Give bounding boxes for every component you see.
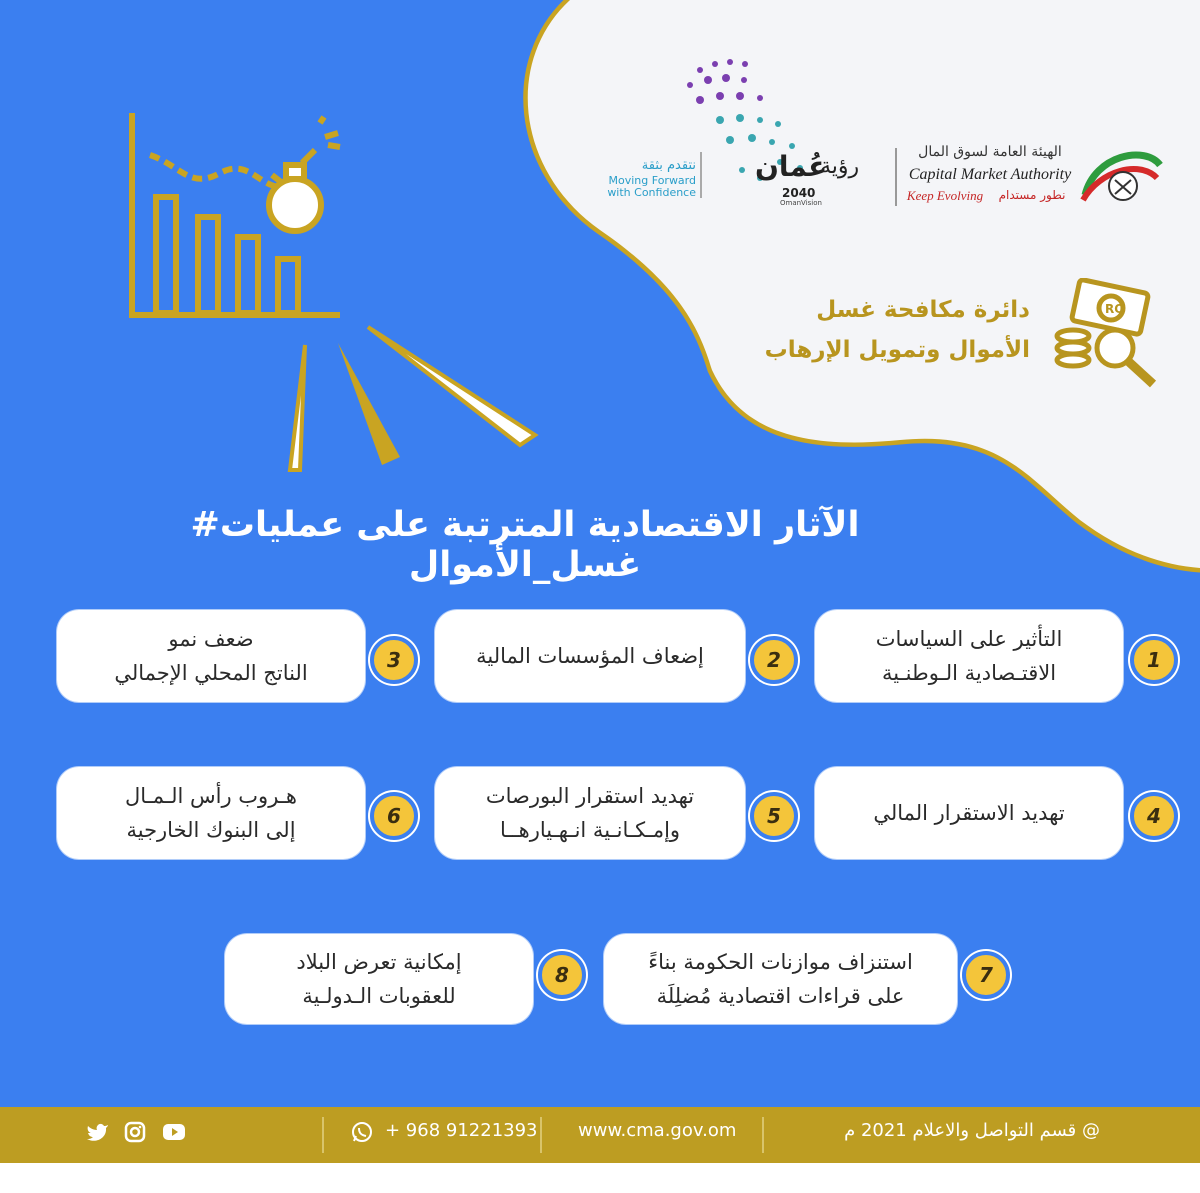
moving-divider <box>700 152 702 198</box>
item-badge-1: 1 <box>1130 636 1178 684</box>
item-7-line2: على قراءات اقتصادية مُضلِلَة <box>656 984 905 1008</box>
declining-chart-bomb-icon <box>110 95 580 485</box>
instagram-icon[interactable] <box>124 1121 146 1143</box>
item-badge-4: 4 <box>1130 792 1178 840</box>
vision-sub: OmanVision <box>780 199 822 207</box>
cma-slogan-ar: نطور مستدام <box>998 188 1066 202</box>
item-1-line1: التأثير على السياسات <box>875 627 1063 651</box>
department-title <box>700 290 1030 370</box>
vision-year: 2040 <box>782 186 816 200</box>
footer-separator <box>322 1117 324 1153</box>
footer-separator <box>540 1117 542 1153</box>
item-card-1 <box>815 610 1123 702</box>
item-card-5 <box>435 767 745 859</box>
logo-divider <box>895 148 897 206</box>
footer-website-link[interactable]: www.cma.gov.om <box>578 1120 737 1141</box>
youtube-icon[interactable] <box>162 1122 186 1142</box>
moving-arabic: نتقدم بثقة <box>641 158 696 173</box>
department-title-line2: الأموال وتمويل الإرهاب <box>764 337 1030 363</box>
whatsapp-icon[interactable] <box>350 1120 374 1144</box>
item-7-line1: استنزاف موازنات الحكومة بناءً <box>648 950 913 974</box>
item-1-line2: الاقتـصادية الـوطنـية <box>881 661 1057 685</box>
moving-english-2: with Confidence <box>607 186 696 199</box>
cma-logo <box>905 140 1175 215</box>
item-6-line1: هـروب رأس الـمـال <box>124 784 298 808</box>
money-search-icon <box>1045 278 1165 393</box>
item-card-3 <box>57 610 365 702</box>
vision-label: رؤية <box>820 154 860 179</box>
item-5-line1: تهديد استقرار البورصات <box>485 784 695 808</box>
footer-phone[interactable]: + 968 91221393 <box>385 1120 538 1141</box>
twitter-icon[interactable] <box>86 1121 110 1143</box>
item-card-4 <box>815 767 1123 859</box>
item-badge-6: 6 <box>370 792 418 840</box>
item-badge-5: 5 <box>750 792 798 840</box>
item-card-6 <box>57 767 365 859</box>
svg-text:RO: RO <box>1105 302 1125 316</box>
item-badge-3: 3 <box>370 636 418 684</box>
vision-name: عُمان <box>755 150 828 183</box>
item-4-line1: تهديد الاستقرار المالي <box>873 801 1065 825</box>
item-card-2 <box>435 610 745 702</box>
moving-english-1: Moving Forward <box>608 174 696 187</box>
item-5-line2: وإمـكـانـية انـهـيارهــا <box>499 818 681 842</box>
item-3-line1: ضعف نمو <box>168 627 254 651</box>
cma-emblem-icon <box>1075 140 1165 210</box>
item-8-line2: للعقوبات الـدولـية <box>302 984 456 1008</box>
footer-copyright: @ قسم التواصل والاعلام 2021 م <box>844 1120 1100 1141</box>
item-badge-8: 8 <box>538 951 586 999</box>
item-card-8 <box>225 934 533 1024</box>
item-badge-7: 7 <box>962 951 1010 999</box>
item-3-line2: الناتج المحلي الإجمالي <box>114 661 308 685</box>
cma-english-name: Capital Market Authority <box>908 166 1072 183</box>
item-2-line1: إضعاف المؤسسات المالية <box>476 644 704 668</box>
item-card-7 <box>604 934 957 1024</box>
cma-slogan-en: Keep Evolving <box>906 188 984 203</box>
cma-arabic-name: الهيئة العامة لسوق المال <box>918 144 1062 160</box>
main-title: الآثار الاقتصادية المترتبة على عمليات# غسل_الأموال <box>190 505 860 585</box>
department-title-line1: دائرة مكافحة غسل <box>816 297 1030 323</box>
footer-separator <box>762 1117 764 1153</box>
item-8-line1: إمكانية تعرض البلاد <box>296 950 462 974</box>
item-6-line2: إلى البنوك الخارجية <box>126 818 296 842</box>
item-badge-2: 2 <box>750 636 798 684</box>
footer-bottom-strip <box>0 1163 1200 1193</box>
